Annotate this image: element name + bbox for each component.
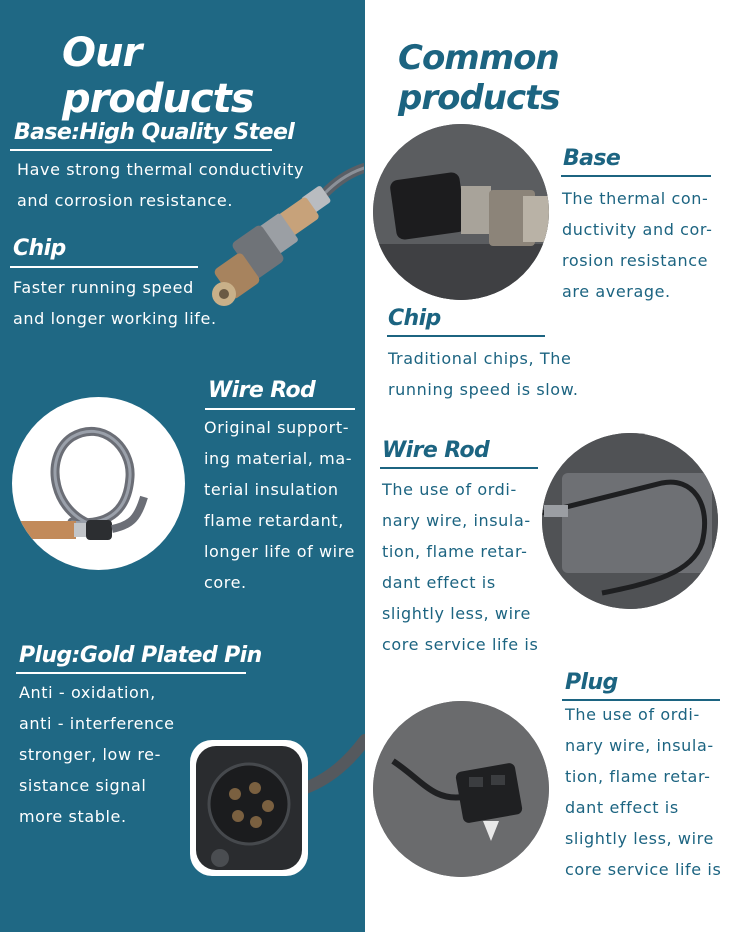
common-wire-photo [542,433,718,609]
common-wire-rod-heading: Wire Rod [382,438,490,463]
common-wire-rod-underline [380,467,538,469]
common-base-underline [561,175,711,177]
our-wire-rod-heading: Wire Rod [208,378,316,403]
common-sensor-photo [373,124,549,300]
our-chip-text: Faster running speed and longer working life. [13,278,217,328]
our-chip-underline [10,266,198,268]
our-wire-rod-text: Original support- ing material, ma- terial insulation flame retardant, longer life of wire core. [204,418,356,592]
common-chip-underline [387,335,545,337]
our-base-underline [10,149,272,151]
common-products-title: Common products [398,38,560,118]
our-base-heading: Base:High Quality Steel [14,120,295,145]
common-wire-rod-text: The use of ordi- nary wire, insula- tion, flame retar- dant effect is slightly less, wire core service life is [382,480,539,654]
common-plug-text: The use of ordi- nary wire, insula- tion, flame retar- dant effect is slightly less, wire core service life is [565,705,722,879]
our-chip-heading: Chip [13,236,66,261]
common-plug-photo [373,701,549,877]
oxygen-sensor-image [206,160,364,310]
wire-rod-image [12,397,185,570]
our-plug-text: Anti - oxidation, anti - interference stronger, low re- sistance signal more stable. [19,683,175,826]
common-chip-heading: Chip [388,306,441,331]
common-plug-heading: Plug [565,670,618,695]
our-base-text: Have strong thermal conductivity and corrosion resistance. [17,160,305,210]
plug-connector-image [190,730,365,880]
common-base-text: The thermal con- ductivity and cor- rosion resistance are average. [562,189,713,301]
our-products-title: Our products [62,30,254,122]
our-plug-heading: Plug:Gold Plated Pin [19,643,262,668]
our-wire-rod-underline [205,408,355,410]
our-plug-underline [16,672,246,674]
common-base-heading: Base [563,146,621,171]
common-chip-text: Traditional chips, The running speed is slow. [388,349,579,399]
